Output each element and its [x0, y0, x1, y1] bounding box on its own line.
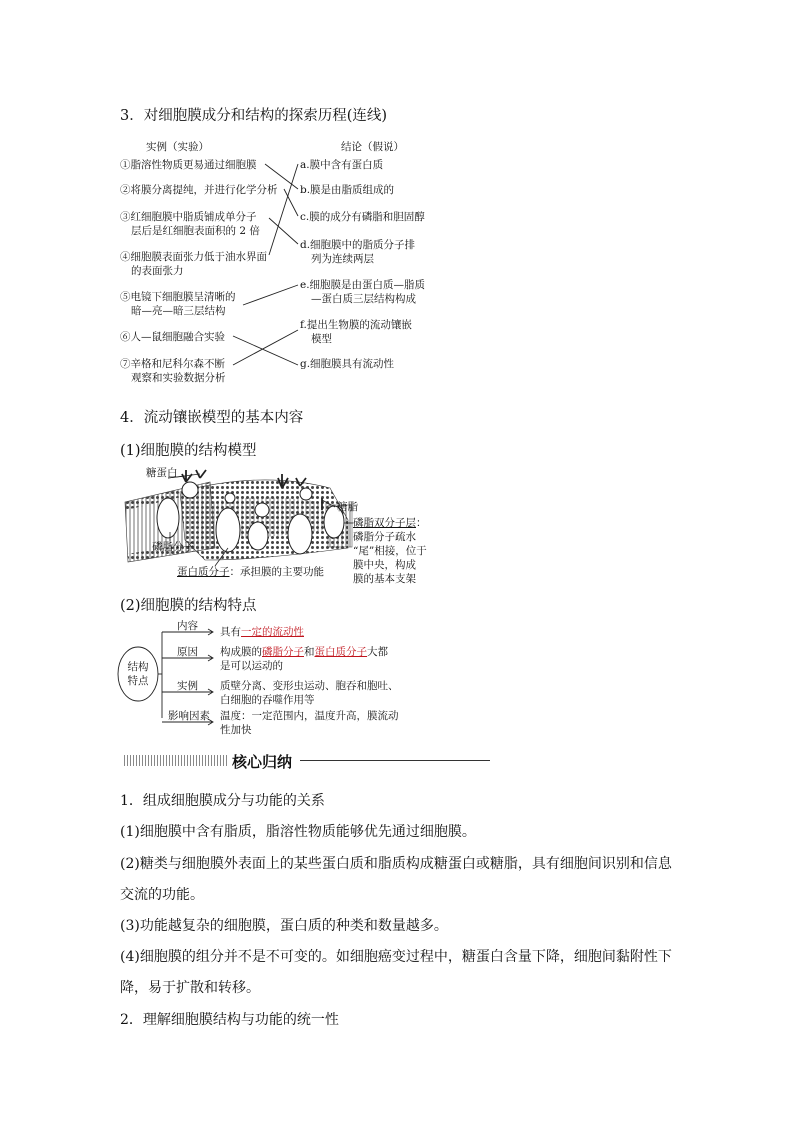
conclusion-item-line: e.细胞膜是由蛋白质—脂质 [300, 279, 426, 291]
feature-key-content: 内容 [177, 620, 198, 632]
feature-factor-value [220, 709, 399, 737]
phospholipid-molecule-label: 磷脂分子 [152, 541, 194, 553]
conclusion-item-line: b.膜是由脂质组成的 [300, 184, 395, 196]
core-paragraph-1: (1)细胞膜中含有脂质，脂溶性物质能够优先通过细胞膜。 [120, 824, 476, 840]
core-paragraph-4a: (4)细胞膜的组分并不是不可变的。如细胞癌变过程中，糖蛋白含量下降，细胞间黏附性下 [120, 949, 672, 965]
feature-center-label [126, 660, 150, 688]
structure-feature-heading: (2)细胞膜的结构特点 [120, 598, 257, 614]
banner-rule [300, 760, 490, 761]
banner-stripe [124, 755, 228, 766]
bilayer-label: 磷脂双分子层 [353, 517, 416, 529]
experiment-item-line: ②将膜分离提纯，并进行化学分析 [120, 184, 278, 196]
feature-content-value [220, 625, 304, 639]
conclusion-item-line: —蛋白质三层结构构成 [311, 293, 416, 305]
feature-reason-answer-2: 蛋白质分子 [314, 646, 367, 658]
feature-example-value [220, 679, 399, 707]
column-header-conclusions: 结论（假说） [341, 141, 404, 153]
bilayer-desc-0: ： [416, 517, 427, 529]
experiment-item-line: ⑦辛格和尼科尔森不断 [120, 358, 225, 370]
feature-example-line-1: 质壁分离、变形虫运动、胞吞和胞吐、 [220, 680, 399, 692]
feature-reason-text-4: 是可以运动的 [220, 660, 283, 672]
glycoprotein-label: 糖蛋白 [146, 467, 178, 479]
core-paragraph-2b: 交流的功能。 [120, 887, 204, 903]
feature-content-text: 具有 [220, 626, 241, 638]
bilayer-desc-2: “尾”相接，位于 [353, 545, 427, 557]
glycolipid-label: 糖脂 [337, 501, 358, 513]
experiment-item-line: ①脂溶性物质更易通过细胞膜 [120, 159, 257, 171]
feature-key-example: 实例 [177, 680, 198, 692]
conclusion-item-line: d.细胞膜中的脂质分子排 [300, 239, 416, 251]
experiment-item-line: ⑤电镜下细胞膜呈清晰的 [120, 291, 236, 303]
conclusion-item-line: 列为连续两层 [311, 253, 374, 265]
feature-example-line-2: 白细胞的吞噬作用等 [220, 694, 315, 706]
core-item1-title: 1．组成细胞膜成分与功能的关系 [120, 793, 325, 809]
conclusion-item-line: 模型 [311, 333, 332, 345]
feature-reason-value [220, 645, 388, 673]
core-banner-title: 核心归纳 [232, 753, 293, 771]
core-paragraph-4b: 降，易于扩散和转移。 [120, 980, 260, 996]
experiment-item-line: 暗—亮—暗三层结构 [131, 305, 226, 317]
conclusion-item-line: c.膜的成分有磷脂和胆固醇 [300, 211, 425, 223]
feature-center-line-1: 结构 [127, 661, 149, 673]
feature-factor-line-1: 温度：一定范围内，温度升高，膜流动 [220, 710, 399, 722]
column-header-examples: 实例（实验） [146, 141, 209, 153]
feature-content-answer: 一定的流动性 [241, 626, 304, 638]
feature-reason-text-3: 大都 [367, 646, 388, 658]
section4-title: 4．流动镶嵌模型的基本内容 [120, 410, 304, 426]
feature-reason-text-1: 构成膜的 [220, 646, 262, 658]
feature-key-reason: 原因 [177, 646, 198, 658]
experiment-item-line: 的表面张力 [131, 265, 184, 277]
experiment-item-line: ③红细胞膜中脂质铺成单分子 [120, 211, 257, 223]
protein-molecule-desc: ：承担膜的主要功能 [229, 566, 324, 578]
conclusion-item-line: f.提出生物膜的流动镶嵌 [300, 319, 412, 331]
feature-reason-text-2: 和 [304, 646, 315, 658]
conclusion-item-line: a.膜中含有蛋白质 [300, 159, 384, 171]
bilayer-desc-4: 膜的基本支架 [353, 573, 416, 585]
feature-reason-answer-1: 磷脂分子 [262, 646, 304, 658]
core-paragraph-2a: (2)糖类与细胞膜外表面上的某些蛋白质和脂质构成糖蛋白或糖脂，具有细胞间识别和信息 [120, 856, 672, 872]
feature-factor-line-2: 性加快 [220, 724, 252, 736]
feature-key-factor: 影响因素 [168, 710, 210, 722]
section3-title: 3．对细胞膜成分和结构的探索历程(连线) [120, 108, 388, 124]
core-item2-title: 2．理解细胞膜结构与功能的统一性 [120, 1012, 339, 1028]
feature-center-line-2: 特点 [127, 675, 149, 687]
bilayer-desc-3: 膜中央，构成 [353, 559, 416, 571]
experiment-item-line: ⑥人—鼠细胞融合实验 [120, 331, 225, 343]
experiment-item-line: 层后是红细胞表面积的 2 倍 [131, 225, 260, 237]
experiment-item-line: ④细胞膜表面张力低于油水界面 [120, 251, 267, 263]
core-paragraph-3: (3)功能越复杂的细胞膜，蛋白质的种类和数量越多。 [120, 918, 448, 934]
conclusion-item-line: g.细胞膜具有流动性 [300, 358, 395, 370]
experiment-item-line: 观察和实验数据分析 [131, 372, 226, 384]
structure-model-heading: (1)细胞膜的结构模型 [120, 443, 257, 459]
protein-molecule-label: 蛋白质分子 [177, 566, 230, 578]
bilayer-desc-1: 磷脂分子疏水 [353, 531, 416, 543]
